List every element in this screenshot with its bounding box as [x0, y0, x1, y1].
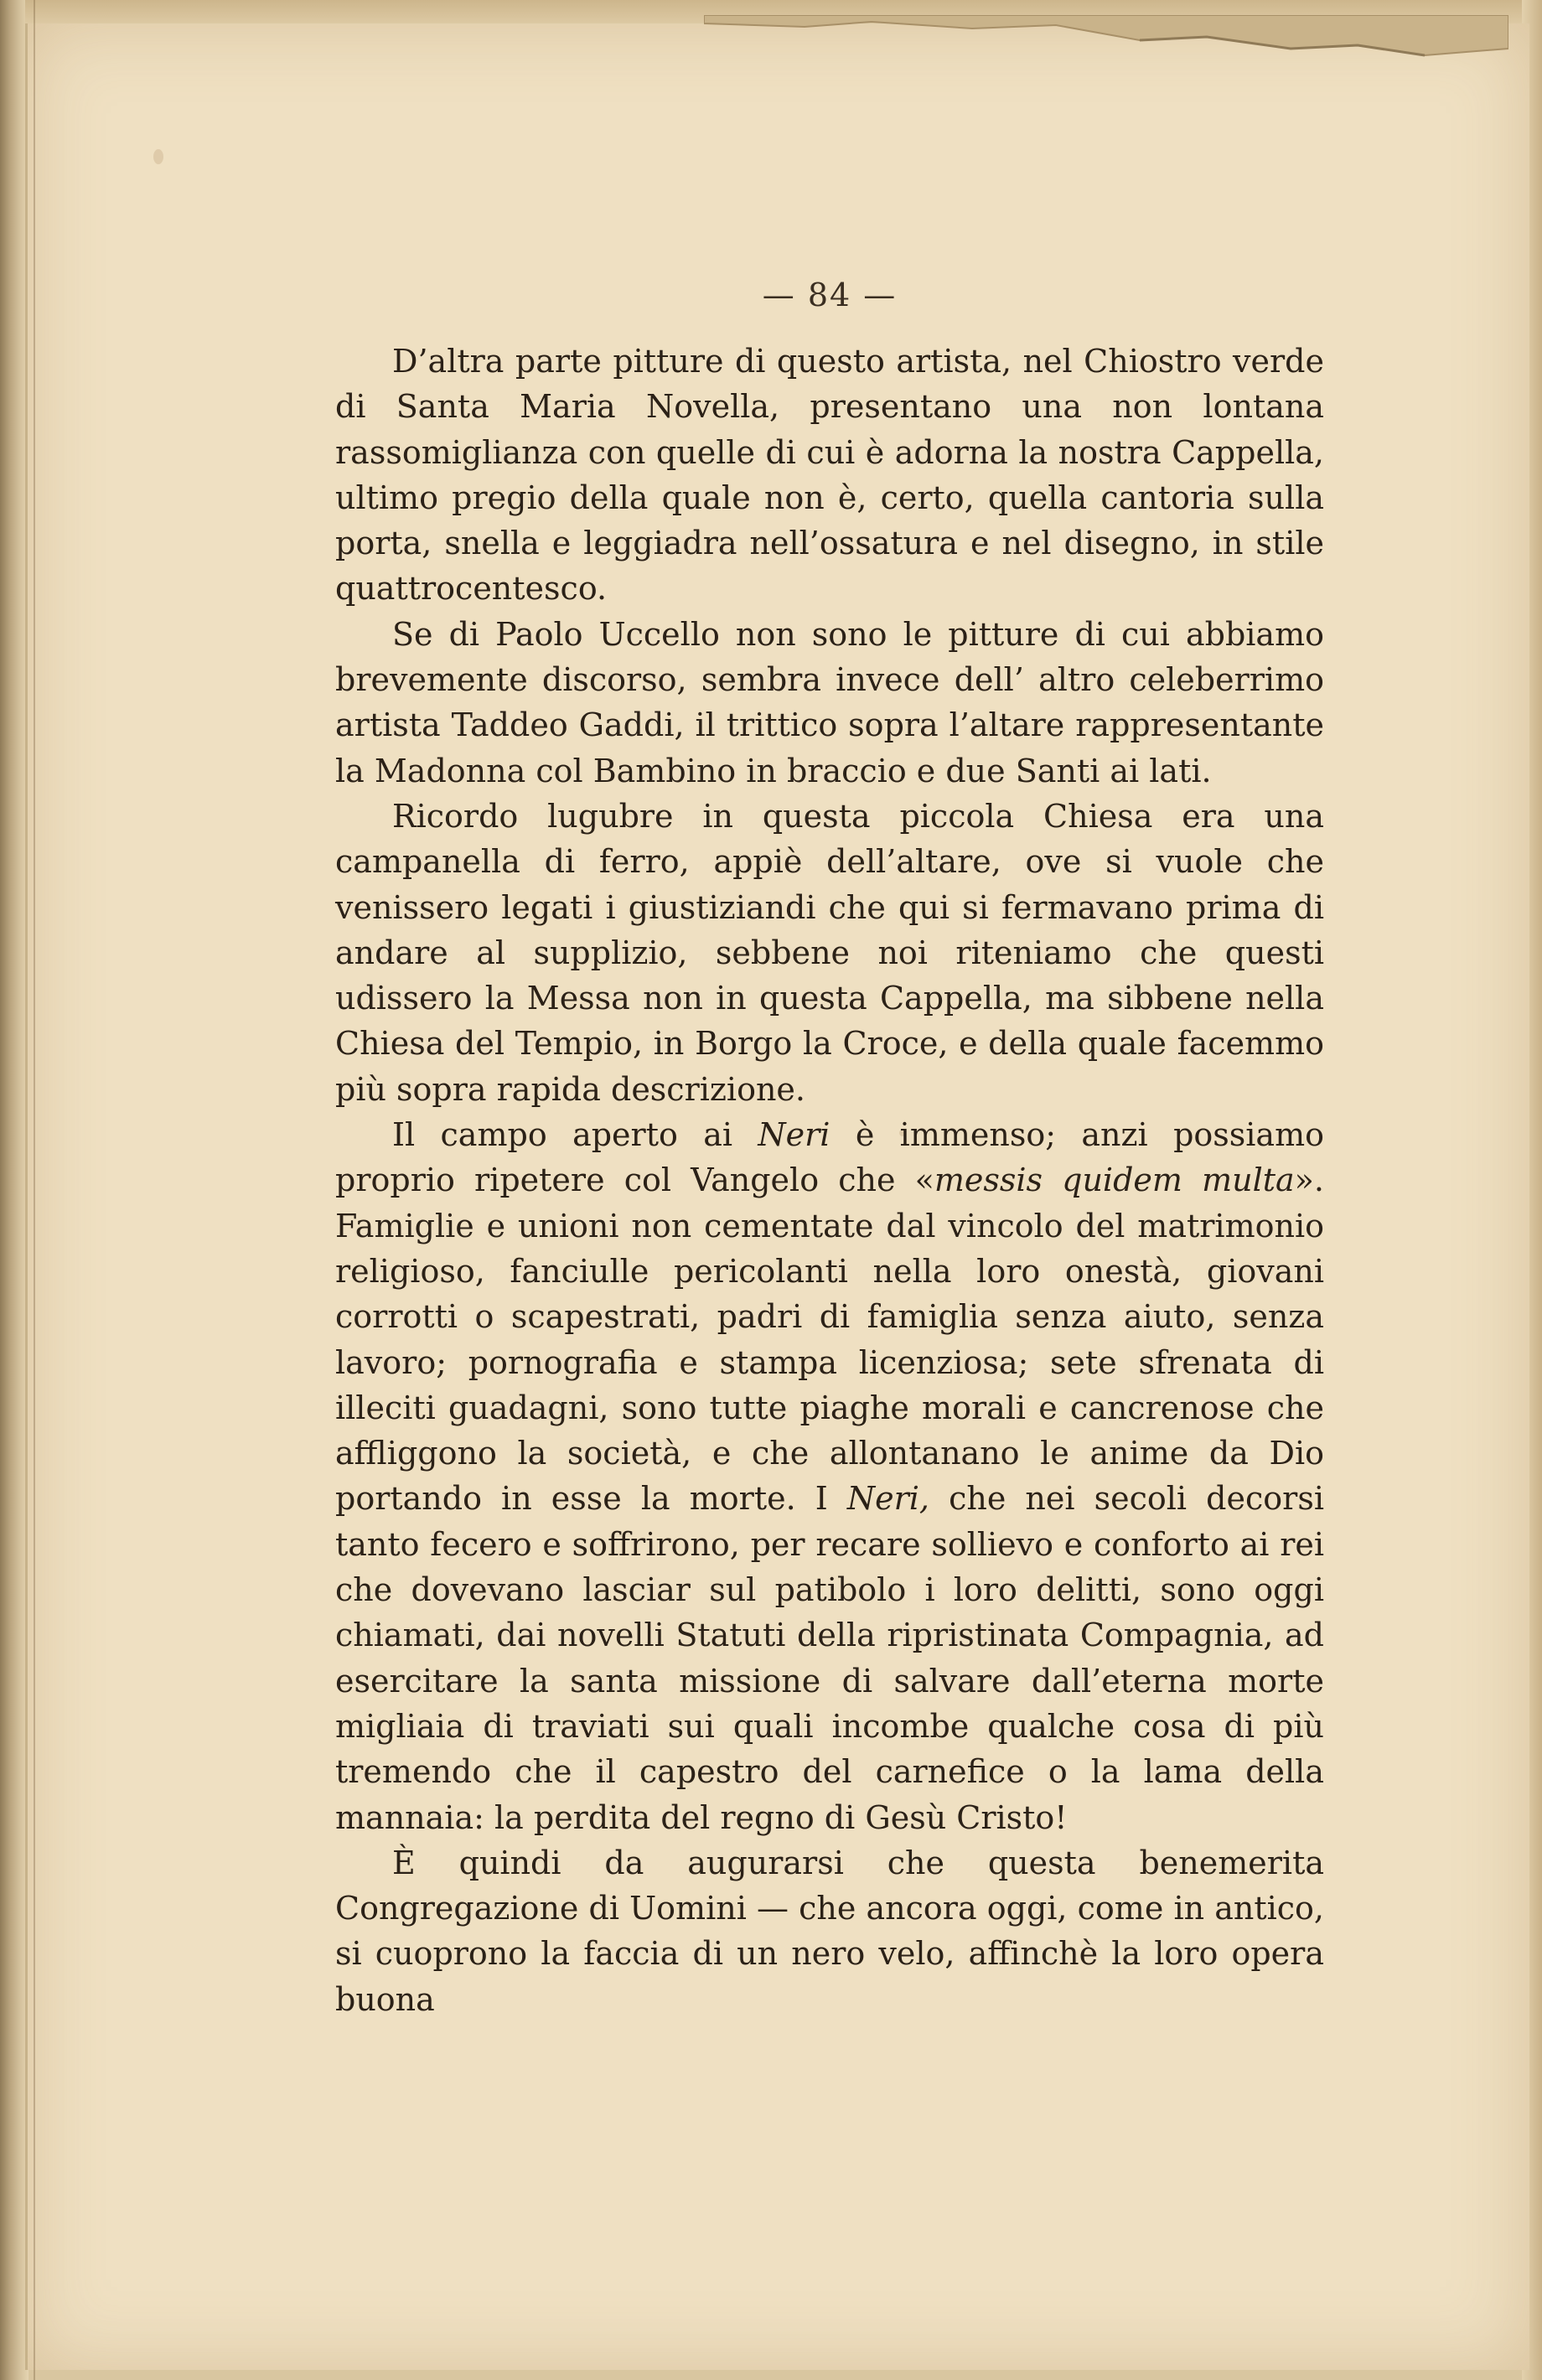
text-run: Il campo aperto ai	[392, 1116, 758, 1154]
italic-text: Neri,	[846, 1480, 929, 1518]
italic-text: messis quidem multa	[934, 1162, 1295, 1199]
page-number: — 84 —	[762, 277, 898, 313]
text-run: Ricordo lugubre in questa piccola Chiesa era una campanella di ferro, appiè dell’altare, ove si vuole che venissero legati i giustiziandi che qui si fermavano prima di andare al supplizio, sebbene noi riteniamo che questi udissero la Messa non in questa Cappella, ma sibbene nella Chiesa del Tempio, in Borgo la Croce, e della quale facemmo più sopra rapida descrizione.	[335, 797, 1324, 1108]
text-run: è immenso; anzi possiamo proprio ripetere col Vangelo che «	[335, 1116, 1324, 1199]
text-run: Se di Paolo Uccello non sono le pitture di cui abbiamo brevemente discorso, sembra invece dell’ altro celeberrimo artista Taddeo Gaddi, il trittico sopra l’altare rappresentante la Madonna col Bambino in braccio e due Santi ai lati.	[335, 615, 1324, 789]
text-run: È quindi da augurarsi che questa benemerita Congregazione di Uomini — che ancora oggi, come in antico, si cuoprono la faccia di un nero velo, affinchè la loro opera buona	[335, 1844, 1324, 2018]
paragraph	[335, 339, 1324, 612]
text-run: ». Famiglie e unioni non cementate dal vincolo del matrimonio religioso, fanciulle pericolanti nella loro onestà, giovani corrotti o scapestrati, padri di famiglia senza aiuto, senza lavoro; pornografia e stampa licenziosa; sete sfrenata di illeciti guadagni, sono tutte piaghe morali e cancrenose che affliggono la società, e che allontanano le anime da Dio portando in esse la morte. I	[335, 1162, 1324, 1518]
paragraph	[335, 612, 1324, 794]
paragraph	[335, 1112, 1324, 1840]
body-text	[335, 339, 1324, 2022]
text-run: che nei secoli decorsi tanto fecero e soffrirono, per recare sollievo e conforto ai rei che dovevano lasciar sul patibolo i loro delitti, sono oggi chiamati, dai novelli Statuti della ripristinata Compagnia, ad esercitare la santa missione di salvare dall’eterna morte migliaia di traviati sui quali incombe qualche cosa di più tremendo che il capestro del carnefice o la lama della mannaia: la perdita del regno di Gesù Cristo!	[335, 1480, 1324, 1836]
torn-edge	[704, 15, 1508, 65]
paper-stain	[153, 149, 163, 164]
italic-text: Neri	[758, 1116, 831, 1154]
text-run: D’altra parte pitture di questo artista, nel Chiostro verde di Santa Maria Novella, presentano una non lontana rassomiglianza con quelle di cui è adorna la nostra Cappella, ultimo pregio della quale non è, certo, quella cantoria sulla porta, snella e leggiadra nell’ossatura e nel disegno, in stile quattrocentesco.	[335, 343, 1324, 608]
fold-line	[34, 0, 35, 2380]
text-block	[335, 277, 1324, 2022]
paragraph	[335, 794, 1324, 1112]
paragraph	[335, 1840, 1324, 2022]
binding-edge	[0, 0, 28, 2380]
